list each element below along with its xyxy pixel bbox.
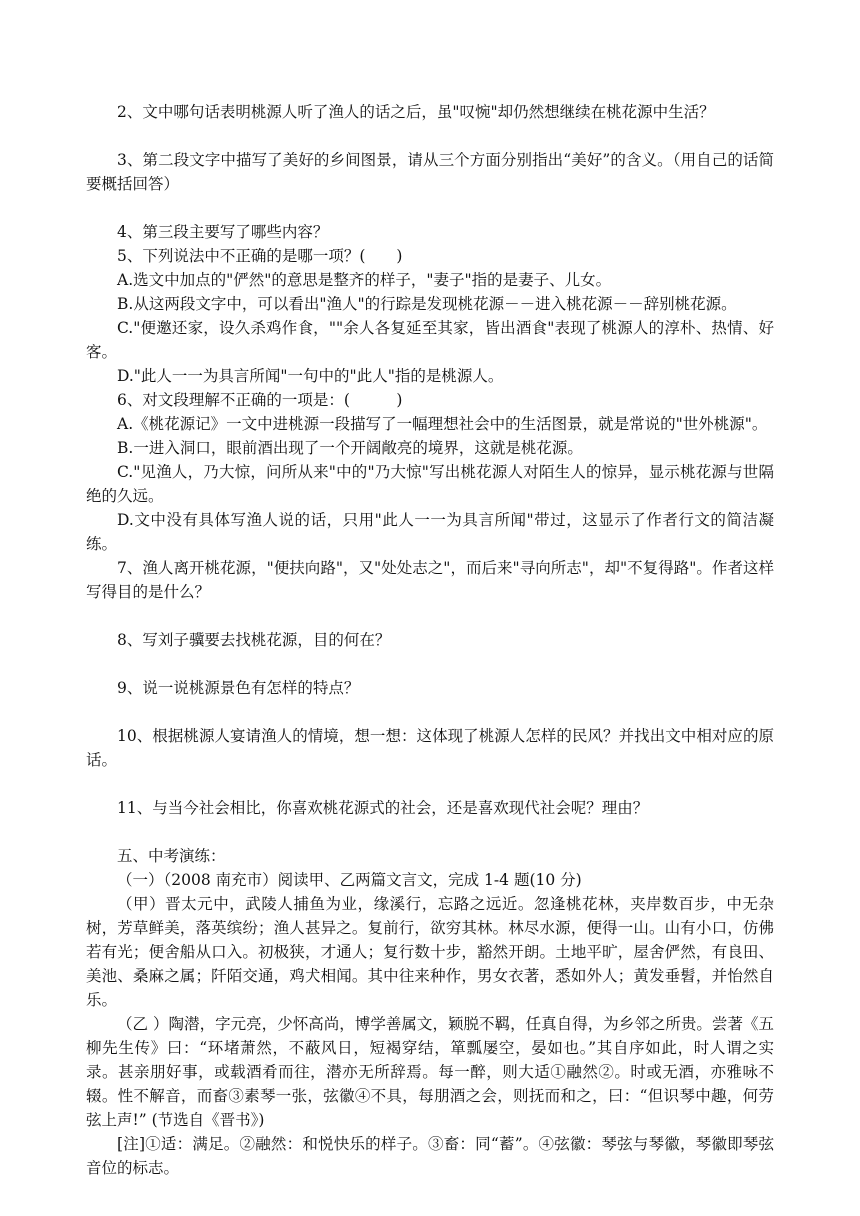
passage-jia: （甲）晋太元中，武陵人捕鱼为业，缘溪行，忘路之远近。忽逢桃花林，夹岸数百步，中无杂树，芳草鲜美，落英缤纷；渔人甚异之。复前行，欲穷其林。林尽水源，便得一山。山有小口，仿佛若有光；便舍船从口入。初极狭，才通人；复行数十步，豁然开朗。土地平旷，屋舍俨然，有良田、美池、桑麻之属；阡陌交通，鸡犬相闻。其中往来种作，男女衣著，悉如外人；黄发垂髫，并怡然自乐。 bbox=[86, 895, 774, 1009]
question-6: 6、对文段理解不正确的一项是：( ) bbox=[117, 391, 403, 409]
question-5-option-b: B.从这两段文字中，可以看出"渔人"的行踪是发现桃花源－－进入桃花源－－辞别桃花源。 bbox=[117, 295, 737, 313]
question-6-option-b: B.一进入洞口，眼前酒出现了一个开阔敞亮的境界，这就是桃花源。 bbox=[117, 439, 583, 457]
passage-yi: （乙 ）陶潜，字元亮，少怀高尚，博学善属文，颖脱不羁，任真自得，为乡邻之所贵。尝著《五柳先生传》曰：“环堵萧然，不蔽风日，短褐穿结，箪瓢屡空，晏如也。”其自序如此，时人谓之实录。甚亲朋好事，或载酒肴而往，潜亦无所辞焉。每一醉，则大适①融然②。时或无酒，亦雅咏不辍。性不解音，而畜③素琴一张，弦徽④不具，每朋酒之会，则抚而和之，曰：“但识琴中趣，何劳弦上声!” (节选自《晋书》) bbox=[86, 1015, 774, 1129]
question-10: 10、根据桃源人宴请渔人的情境，想一想：这体现了桃源人怎样的民风？并找出文中相对应的原话。 bbox=[86, 727, 774, 769]
question-2: 2、文中哪句话表明桃源人听了渔人的话之后，虽"叹惋"却仍然想继续在桃花源中生活？ bbox=[117, 103, 715, 121]
question-7: 7、渔人离开桃花源，"便扶向路"，又"处处志之"，而后来"寻向所志"，却"不复得路"。作者这样写得目的是什么？ bbox=[86, 559, 774, 601]
exam-heading: 五、中考演练： bbox=[117, 847, 226, 865]
question-5-option-a: A.选文中加点的"俨然"的意思是整齐的样子，"妻子"指的是妻子、儿女。 bbox=[117, 271, 612, 289]
annotation-note: [注]①适：满足。②融然：和悦快乐的样子。③畜：同“蓄”。④弦徽：琴弦与琴徽，琴徽即琴弦音位的标志。 bbox=[86, 1135, 774, 1177]
question-5-option-d: D."此人一一为具言所闻"一句中的"此人"指的是桃源人。 bbox=[117, 367, 504, 385]
question-5: 5、下列说法中不正确的是哪一项？( ) bbox=[117, 247, 403, 265]
question-4: 4、第三段主要写了哪些内容？ bbox=[117, 223, 329, 241]
question-9: 9、说一说桃源景色有怎样的特点？ bbox=[117, 679, 360, 697]
question-3: 3、第二段文字中描写了美好的乡间图景，请从三个方面分别指出“美好”的含义。（用自己的话简要概括回答） bbox=[86, 151, 774, 193]
question-5-option-c: C."便邀还家，设久杀鸡作食，""余人各复延至其家，皆出酒食"表现了桃源人的淳朴、热情、好客。 bbox=[86, 319, 774, 361]
question-6-option-d: D.文中没有具体写渔人说的话，只用"此人一一为具言所闻"带过，这显示了作者行文的简洁凝练。 bbox=[86, 511, 774, 553]
exam-sub-heading: （一）（2008 南充市）阅读甲、乙两篇文言文，完成 1-4 题(10 分) bbox=[117, 871, 582, 889]
question-6-option-a: A.《桃花源记》一文中进桃源一段描写了一幅理想社会中的生活图景，就是常说的"世外桃源"。 bbox=[117, 415, 768, 433]
question-11: 11、与当今社会相比，你喜欢桃花源式的社会，还是喜欢现代社会呢？理由？ bbox=[117, 799, 649, 817]
question-6-option-c: C."见渔人，乃大惊，问所从来"中的"乃大惊"写出桃花源人对陌生人的惊异，显示桃花源与世隔绝的久远。 bbox=[86, 463, 774, 505]
question-8: 8、写刘子骥要去找桃花源，目的何在？ bbox=[117, 631, 391, 649]
